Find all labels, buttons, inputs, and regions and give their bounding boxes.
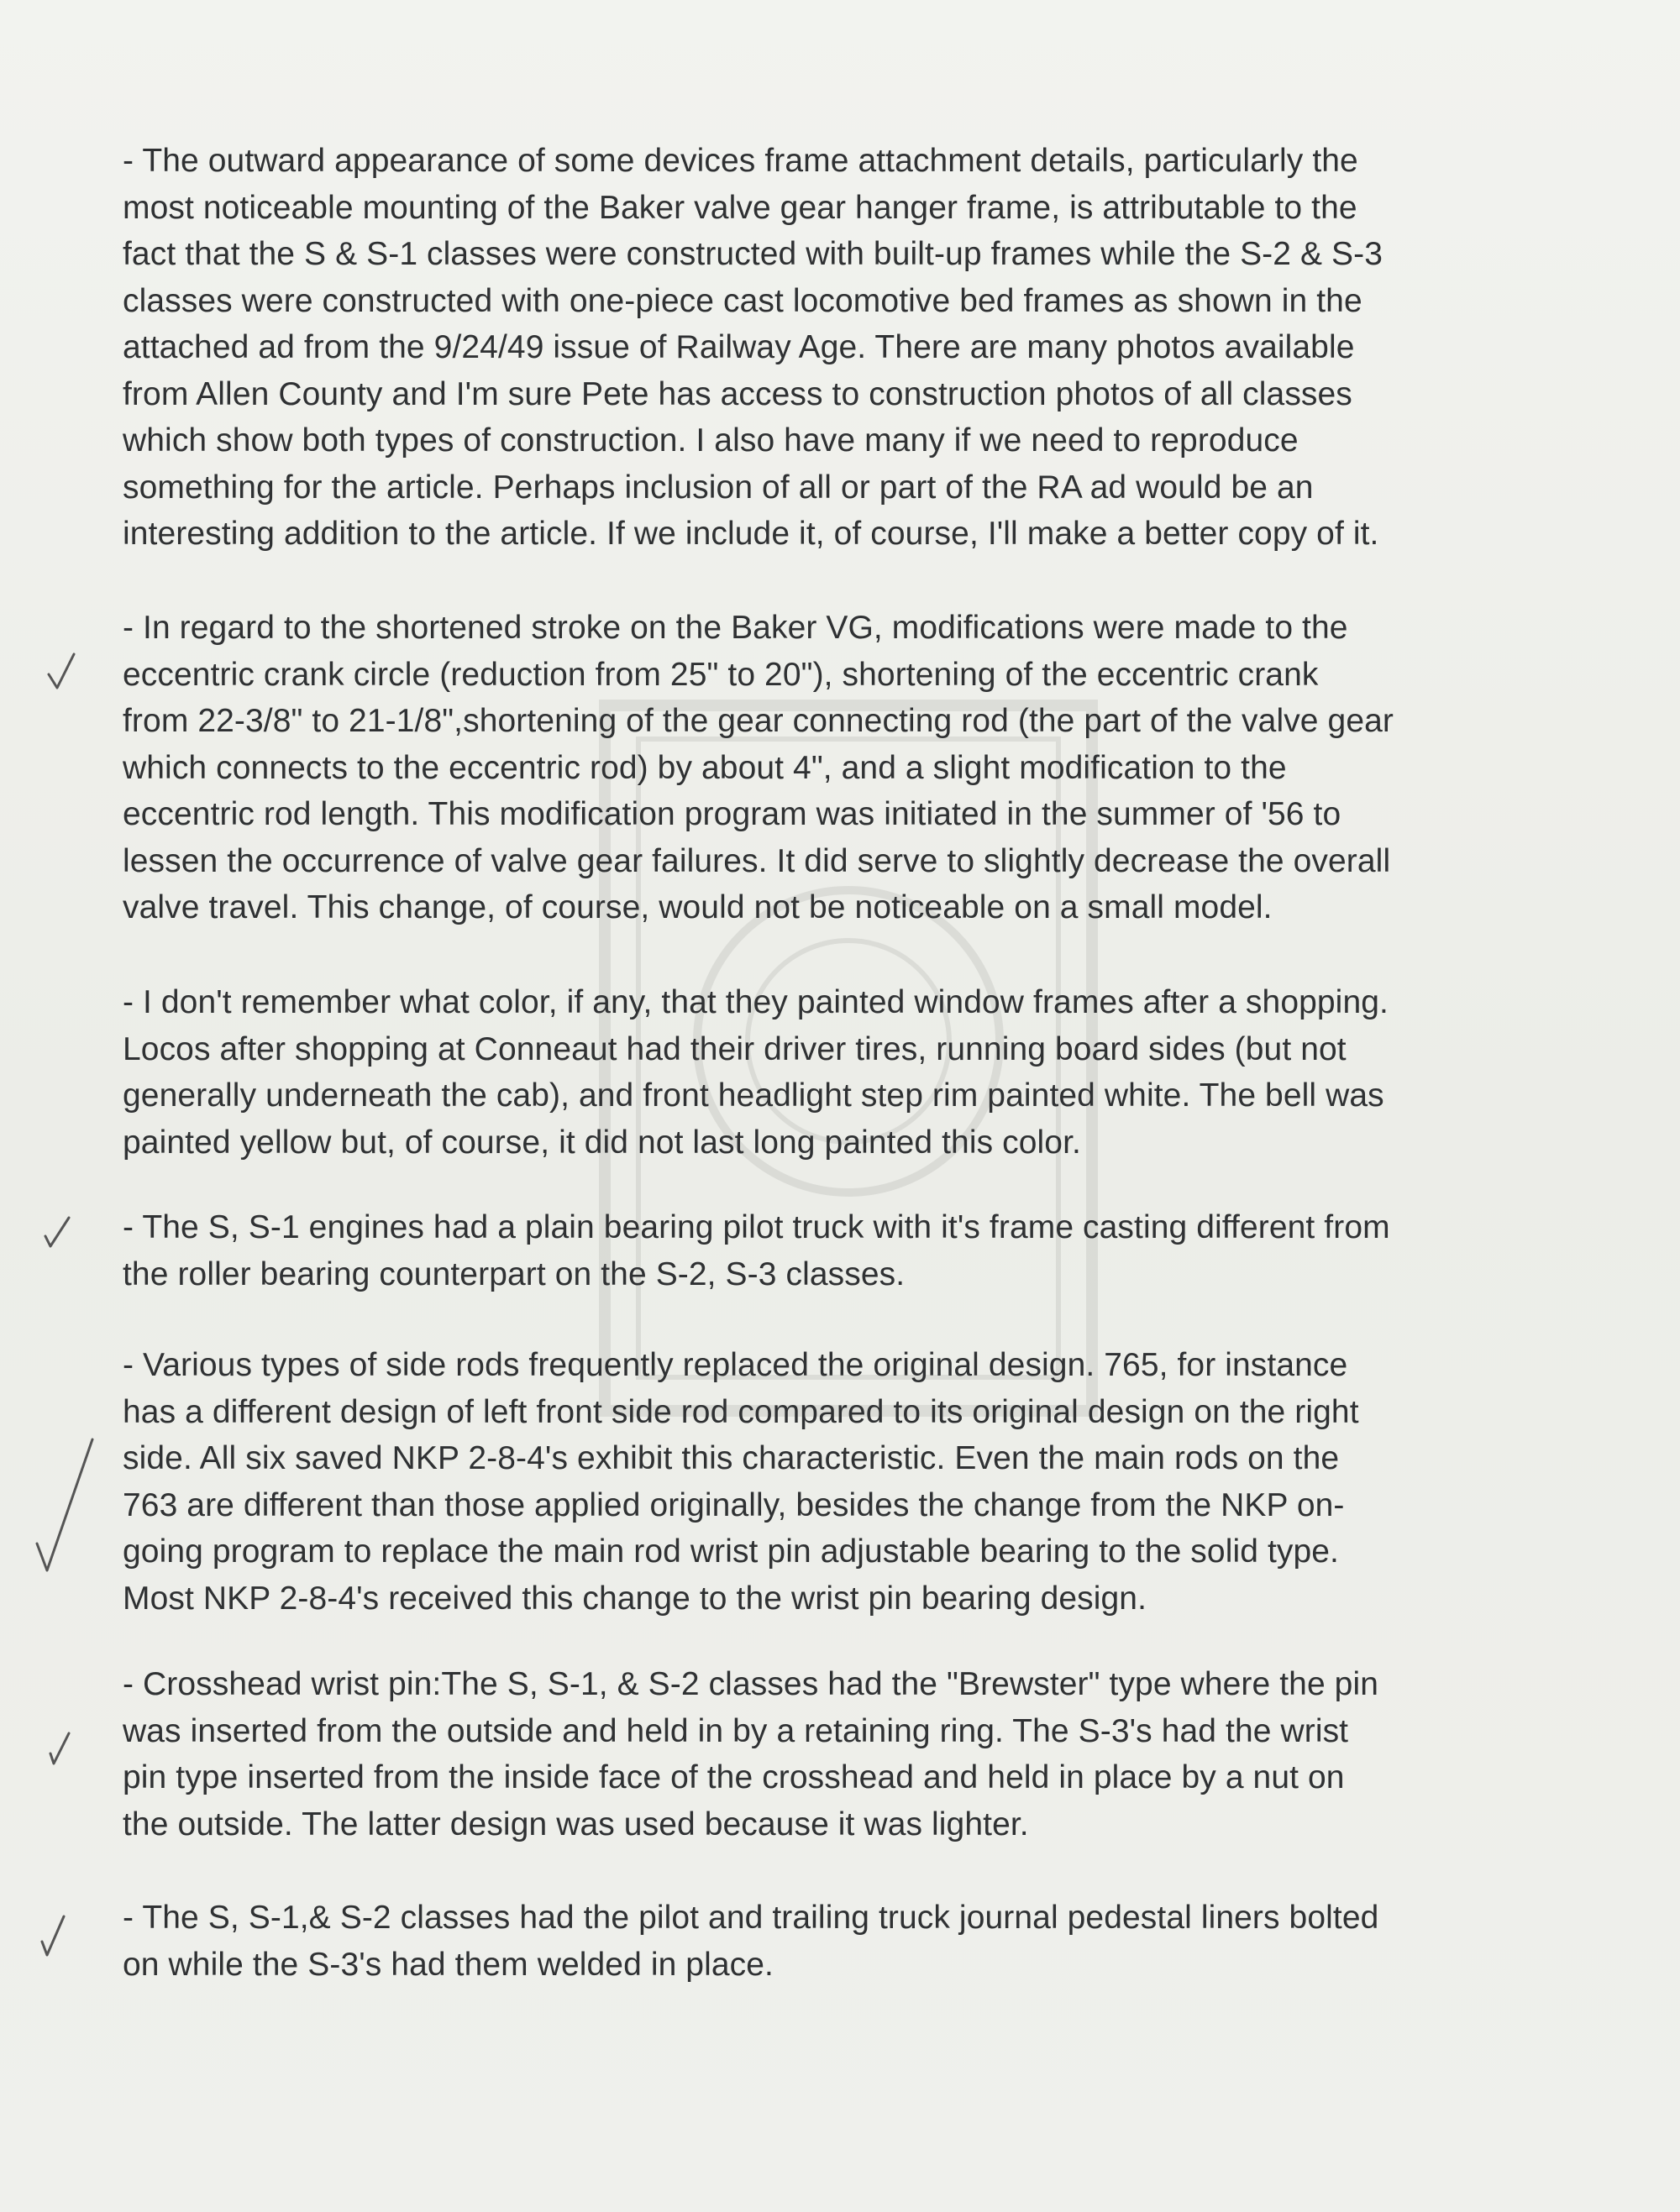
text-line: - The outward appearance of some devices frame attachment details, particularly the <box>123 143 1358 179</box>
text-line: Locos after shopping at Conneaut had their driver tires, running board sides (but not <box>123 1030 1347 1067</box>
text-line: which show both types of construction. I also have many if we need to reproduce <box>123 422 1299 459</box>
text-line: interesting addition to the article. If we include it, of course, I'll make a better copy of it. <box>123 516 1379 552</box>
text-line: fact that the S & S-1 classes were constructed with built-up frames while the S-2 & S-3 <box>123 236 1383 272</box>
paragraph-pilot-truck <box>123 1204 1651 1297</box>
text-line: something for the article. Perhaps inclusion of all or part of the RA ad would be an <box>123 469 1314 506</box>
text-line: which connects to the eccentric rod) by about 4", and a slight modification to the <box>123 749 1287 786</box>
text-line: the roller bearing counterpart on the S-2, S-3 classes. <box>123 1255 906 1292</box>
text-line: - In regard to the shortened stroke on the Baker VG, modifications were made to the <box>123 610 1348 646</box>
text-line: most noticeable mounting of the Baker valve gear hanger frame, is attributable to the <box>123 189 1357 226</box>
text-line: going program to replace the main rod wrist pin adjustable bearing to the solid type. <box>123 1533 1339 1570</box>
text-line: attached ad from the 9/24/49 issue of Railway Age. There are many photos available <box>123 329 1355 365</box>
handwritten-check-mark-icon <box>37 1911 71 1962</box>
text-line: eccentric crank circle (reduction from 25" to 20"), shortening of the eccentric crank <box>123 656 1319 693</box>
text-line: 763 are different than those applied originally, besides the change from the NKP on- <box>123 1486 1345 1523</box>
handwritten-check-mark-icon <box>32 1436 99 1579</box>
handwritten-check-mark-icon <box>45 651 79 693</box>
text-line: eccentric rod length. This modification program was initiated in the summer of '56 to <box>123 796 1341 832</box>
paragraph-frame-details <box>123 138 1651 558</box>
text-line: on while the S-3's had them welded in place. <box>123 1946 774 1983</box>
text-line: from Allen County and I'm sure Pete has access to construction photos of all classes <box>123 375 1352 412</box>
text-line: - Crosshead wrist pin:The S, S-1, & S-2 classes had the "Brewster" type where the pin <box>123 1666 1379 1702</box>
text-line: has a different design of left front side rod compared to its original design on the right <box>123 1393 1359 1430</box>
paragraph-crosshead-wrist-pin <box>123 1661 1651 1848</box>
paragraph-valve-gear-stroke <box>123 605 1651 931</box>
text-line: lessen the occurrence of valve gear failures. It did serve to slightly decrease the overall <box>123 842 1391 879</box>
handwritten-check-mark-icon <box>45 1728 76 1770</box>
text-line: classes were constructed with one-piece cast locomotive bed frames as shown in the <box>123 282 1362 319</box>
paragraph-side-rods <box>123 1342 1651 1622</box>
text-line: Most NKP 2-8-4's received this change to the wrist pin bearing design. <box>123 1580 1147 1617</box>
text-line: generally underneath the cab), and front headlight step rim painted white. The bell was <box>123 1077 1384 1114</box>
handwritten-check-mark-icon <box>40 1211 74 1253</box>
text-line: the outside. The latter design was used because it was lighter. <box>123 1806 1029 1842</box>
text-line: - Various types of side rods frequently replaced the original design. 765, for instance <box>123 1347 1348 1383</box>
paragraph-paint-colors <box>123 979 1651 1166</box>
paragraph-pedestal-liners <box>123 1895 1651 1988</box>
text-line: - I don't remember what color, if any, that they painted window frames after a shopping. <box>123 984 1389 1020</box>
text-line: side. All six saved NKP 2-8-4's exhibit this characteristic. Even the main rods on the <box>123 1440 1340 1476</box>
text-line: from 22-3/8" to 21-1/8",shortening of the gear connecting rod (the part of the valve gear <box>123 703 1394 739</box>
text-line: - The S, S-1 engines had a plain bearing pilot truck with it's frame casting different from <box>123 1209 1390 1245</box>
text-line: valve travel. This change, of course, would not be noticeable on a small model. <box>123 889 1273 925</box>
text-line: pin type inserted from the inside face of the crosshead and held in place by a nut on <box>123 1759 1345 1795</box>
text-line: was inserted from the outside and held in by a retaining ring. The S-3's had the wrist <box>123 1712 1349 1749</box>
text-line: painted yellow but, of course, it did not last long painted this color. <box>123 1124 1081 1161</box>
text-line: - The S, S-1,& S-2 classes had the pilot and trailing truck journal pedestal liners bolted <box>123 1900 1379 1936</box>
